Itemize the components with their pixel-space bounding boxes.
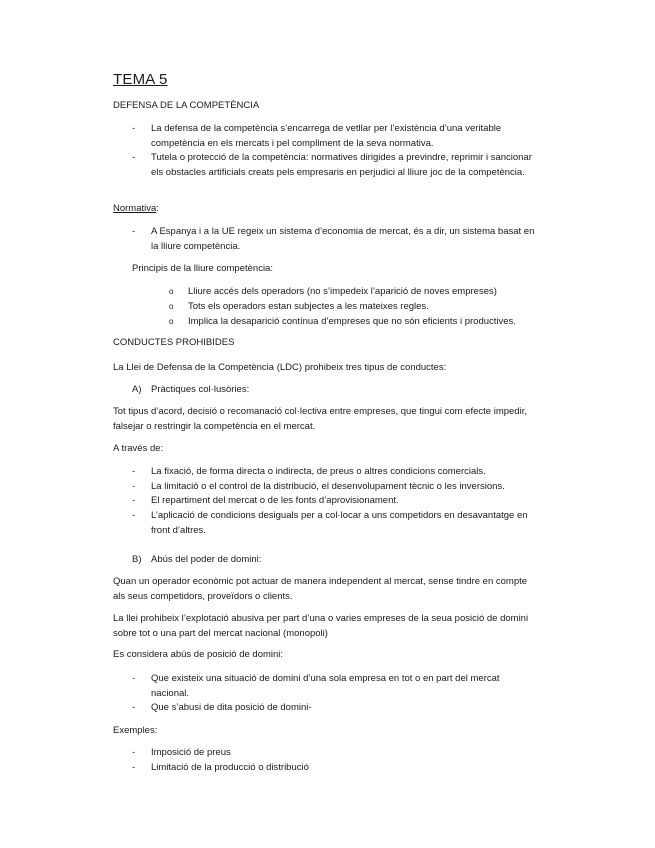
- list-item-text: Limitació de la producció o distribució: [151, 762, 309, 773]
- dash-bullet: -: [132, 226, 136, 237]
- normativa-label: Normativa: [113, 203, 157, 214]
- list-item-text: La limitació o el control de la distribució, el desenvolupament tècnic o les inversions.: [151, 481, 505, 492]
- abus-label: Es considera abús de posició de domini:: [113, 649, 284, 660]
- exemples-label: Exemples:: [113, 725, 158, 736]
- circle-bullet: o: [169, 287, 174, 296]
- dash-bullet: -: [132, 466, 136, 477]
- list-item-text: A Espanya i a la UE regeix un sistema d’economia de mercat, és a dir, un sistema basat en la lliure competència.: [151, 226, 535, 252]
- circle-bullet: o: [169, 302, 174, 311]
- dash-bullet: -: [132, 481, 136, 492]
- dash-bullet: -: [132, 495, 136, 506]
- collusory-paragraph: Tot tipus d’acord, decisió o recomanació col·lectiva entre empreses, que tingui com efecte impedir, falsejar o restringir la competència en el mercat.: [113, 406, 527, 432]
- normativa-heading: [113, 201, 533, 216]
- dash-bullet: -: [132, 762, 136, 773]
- section-a-marker: A): [132, 384, 142, 395]
- list-item-text: Lliure accés dels operadors (no s’impedeix l’aparició de noves empreses): [188, 286, 497, 297]
- dash-bullet: -: [132, 747, 136, 758]
- ldc-paragraph: La Llei de Defensa de la Competència (LDC) prohibeix tres tipus de conductes:: [113, 362, 447, 373]
- list-item-text: Tutela o protecció de la competència: normatives dirigides a previndre, reprimir i sancionar els obstacles artificials creats pels empresaris en perjudici al lliure joc de la competència.: [151, 152, 532, 178]
- list-item-text: Que existeix una situació de domini d’una sola empresa en tot o en part del mercat nacional.: [151, 673, 500, 699]
- dash-bullet: -: [132, 152, 136, 163]
- b-paragraph-1: Quan un operador econòmic pot actuar de manera independent al mercat, sense tindre en compte als seus competidors, proveïdors o clients.: [113, 576, 528, 602]
- dash-bullet: -: [132, 123, 136, 134]
- list-item-text: Tots els operadors estan subjectes a les mateixes regles.: [188, 301, 429, 312]
- list-item-text: El repartiment del mercat o de les fonts d’aprovisionament.: [151, 495, 399, 506]
- principis-label: Principis de la lliure competència:: [132, 263, 273, 274]
- circle-bullet: o: [169, 317, 174, 326]
- b-paragraph-2: La llei prohibeix l’explotació abusiva per part d’una o varies empreses de la seua posició de domini sobre tot o una part del mercat nacional (monopoli): [113, 613, 529, 639]
- section-a-label: Pràctiques col·lusòries:: [151, 384, 250, 395]
- section-b-label: Abús del poder de domini:: [151, 554, 262, 565]
- list-item-text: Imposició de preus: [151, 747, 231, 758]
- list-item-text: La fixació, de forma directa o indirecta, de preus o altres condicions comercials.: [151, 466, 486, 477]
- dash-bullet: -: [132, 673, 136, 684]
- dash-bullet: -: [132, 702, 136, 713]
- normativa-colon: :: [156, 203, 159, 214]
- page-title: TEMA 5: [113, 71, 168, 88]
- a-traves-label: A través de:: [113, 443, 164, 454]
- section-b-marker: B): [132, 554, 142, 565]
- list-item-text: La defensa de la competència s’encarrega de vetllar per l’existència d’una veritable competència en els mercats i pel compliment de la seva normativa.: [151, 123, 502, 149]
- dash-bullet: -: [132, 510, 136, 521]
- section-heading-conductes: CONDUCTES PROHIBIDES: [113, 337, 235, 348]
- list-item-text: Implica la desaparició contínua d’empreses que no són eficients i productives.: [188, 316, 516, 327]
- section-heading-defensa: DEFENSA DE LA COMPETÈNCIA: [113, 100, 260, 111]
- list-item-text: Que s’abusi de dita posició de domini-: [151, 702, 312, 713]
- list-item-text: L’aplicació de condicions desiguals per a col·locar a uns competidors en desavantatge en front d’altres.: [151, 510, 528, 536]
